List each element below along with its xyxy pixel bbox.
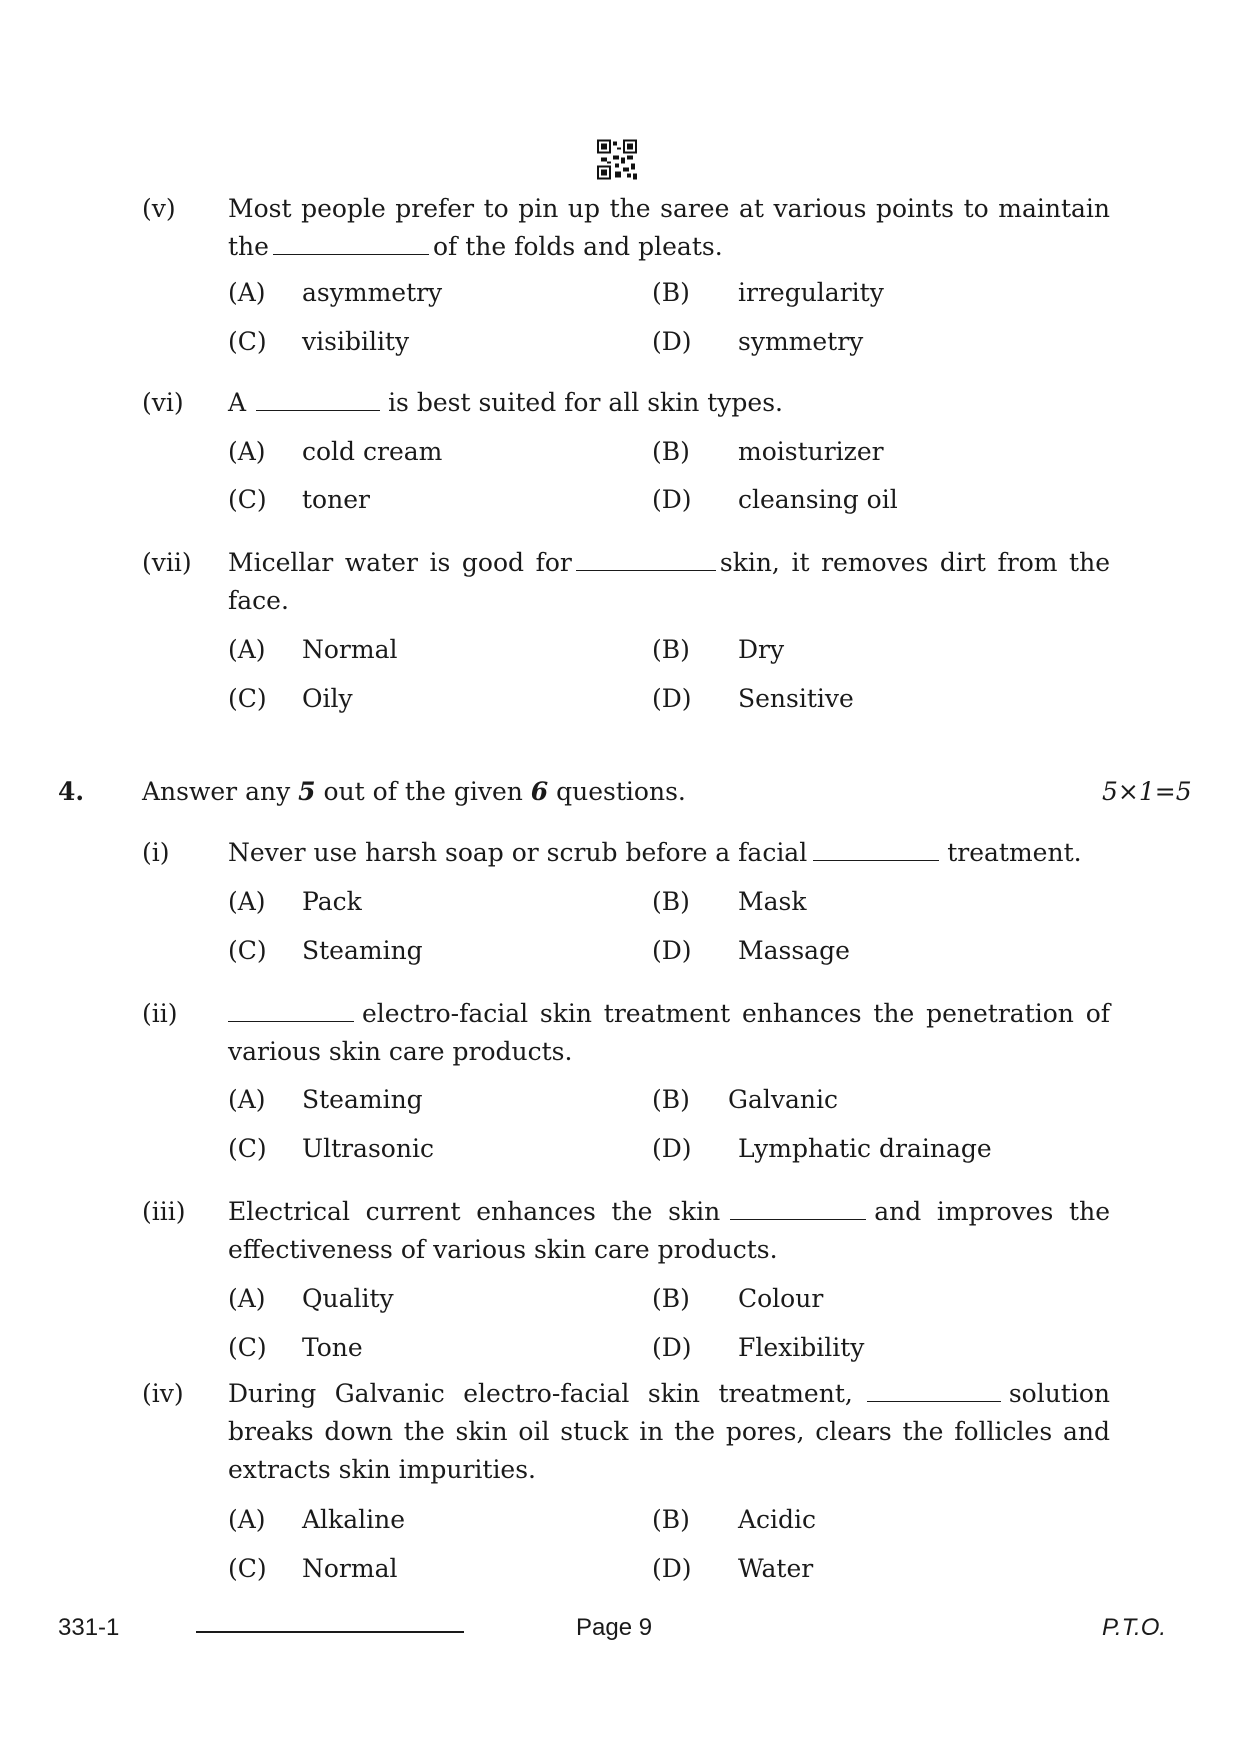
option-text: moisturizer	[738, 437, 884, 466]
question-text: Most people prefer to pin up the saree at various points to maintain the of the folds and pleats.	[228, 194, 1110, 261]
option-key: (A)	[228, 1085, 266, 1114]
option-key: (C)	[228, 1554, 267, 1583]
paper-code: 331-1	[58, 1614, 120, 1641]
option-key: (A)	[228, 1505, 266, 1534]
option-text: Sensitive	[738, 684, 854, 713]
option-key: (B)	[652, 1284, 690, 1313]
answer-blank	[867, 1400, 1001, 1402]
option-text: Water	[738, 1554, 814, 1583]
option-text: Normal	[302, 635, 398, 664]
question-number: 4.	[58, 777, 85, 806]
option-text: Ultrasonic	[302, 1134, 434, 1163]
question-number: (v)	[142, 194, 176, 223]
option-text: Acidic	[738, 1505, 817, 1534]
question-number: (i)	[142, 838, 170, 867]
question-instruction: Answer any 5 out of the given 6 questions.	[142, 777, 686, 806]
option-text: Galvanic	[728, 1085, 838, 1114]
option-key: (A)	[228, 437, 266, 466]
option-text: symmetry	[738, 327, 864, 356]
option-key: (A)	[228, 887, 266, 916]
option-key: (D)	[652, 485, 692, 514]
option-text: Steaming	[302, 936, 423, 965]
option-text: toner	[302, 485, 370, 514]
footer-divider	[196, 1631, 464, 1633]
option-text: Quality	[302, 1284, 394, 1313]
option-text: cleansing oil	[738, 485, 898, 514]
option-key: (C)	[228, 1333, 267, 1362]
option-key: (A)	[228, 278, 266, 307]
option-key: (B)	[652, 1085, 690, 1114]
option-key: (D)	[652, 684, 692, 713]
question-text: A is best suited for all skin types.	[228, 388, 783, 417]
option-text: Pack	[302, 887, 362, 916]
question-text: electro-facial skin treatment enhances the penetration of various skin care products.	[228, 999, 1110, 1066]
option-key: (B)	[652, 278, 690, 307]
option-text: Steaming	[302, 1085, 423, 1114]
option-text: Mask	[738, 887, 807, 916]
page-number: Page 9	[576, 1614, 653, 1641]
answer-blank	[576, 569, 716, 571]
option-key: (C)	[228, 936, 267, 965]
option-text: Lymphatic drainage	[738, 1134, 992, 1163]
marks-label: 5×1=5	[1102, 777, 1192, 806]
option-key: (D)	[652, 1333, 692, 1362]
question-number: (ii)	[142, 999, 178, 1028]
question-number: (vi)	[142, 388, 184, 417]
qr-code-icon	[597, 139, 637, 180]
answer-blank	[813, 859, 939, 861]
option-key: (D)	[652, 1134, 692, 1163]
option-key: (C)	[228, 327, 267, 356]
answer-blank	[228, 1020, 354, 1022]
option-text: Flexibility	[738, 1333, 865, 1362]
question-text: Micellar water is good for skin, it removes dirt from the face.	[228, 548, 1110, 615]
option-text: visibility	[302, 327, 410, 356]
answer-blank	[256, 409, 380, 411]
option-text: Alkaline	[302, 1505, 405, 1534]
question-number: (iv)	[142, 1379, 184, 1408]
option-text: irregularity	[738, 278, 884, 307]
answer-blank	[730, 1218, 866, 1220]
question-text: Never use harsh soap or scrub before a facial treatment.	[228, 838, 1082, 867]
question-text: During Galvanic electro-facial skin treatment, solution breaks down the skin oil stuck in the pores, clears the follicles and extracts skin impurities.	[228, 1379, 1110, 1484]
option-key: (D)	[652, 327, 692, 356]
option-key: (C)	[228, 1134, 267, 1163]
option-text: Massage	[738, 936, 850, 965]
question-number: (vii)	[142, 548, 192, 577]
option-key: (B)	[652, 887, 690, 916]
option-key: (D)	[652, 936, 692, 965]
option-key: (A)	[228, 635, 266, 664]
option-text: Dry	[738, 635, 785, 664]
question-text: Electrical current enhances the skin and improves the effectiveness of various skin care products.	[228, 1197, 1110, 1264]
option-key: (B)	[652, 437, 690, 466]
question-number: (iii)	[142, 1197, 186, 1226]
option-text: Oily	[302, 684, 353, 713]
option-key: (C)	[228, 485, 267, 514]
answer-blank	[273, 253, 429, 255]
option-key: (B)	[652, 635, 690, 664]
option-text: Colour	[738, 1284, 824, 1313]
option-text: cold cream	[302, 437, 443, 466]
option-text: Normal	[302, 1554, 398, 1583]
option-text: Tone	[302, 1333, 363, 1362]
option-key: (D)	[652, 1554, 692, 1583]
option-key: (A)	[228, 1284, 266, 1313]
pto-label: P.T.O.	[1102, 1614, 1167, 1641]
option-key: (B)	[652, 1505, 690, 1534]
option-text: asymmetry	[302, 278, 443, 307]
option-key: (C)	[228, 684, 267, 713]
